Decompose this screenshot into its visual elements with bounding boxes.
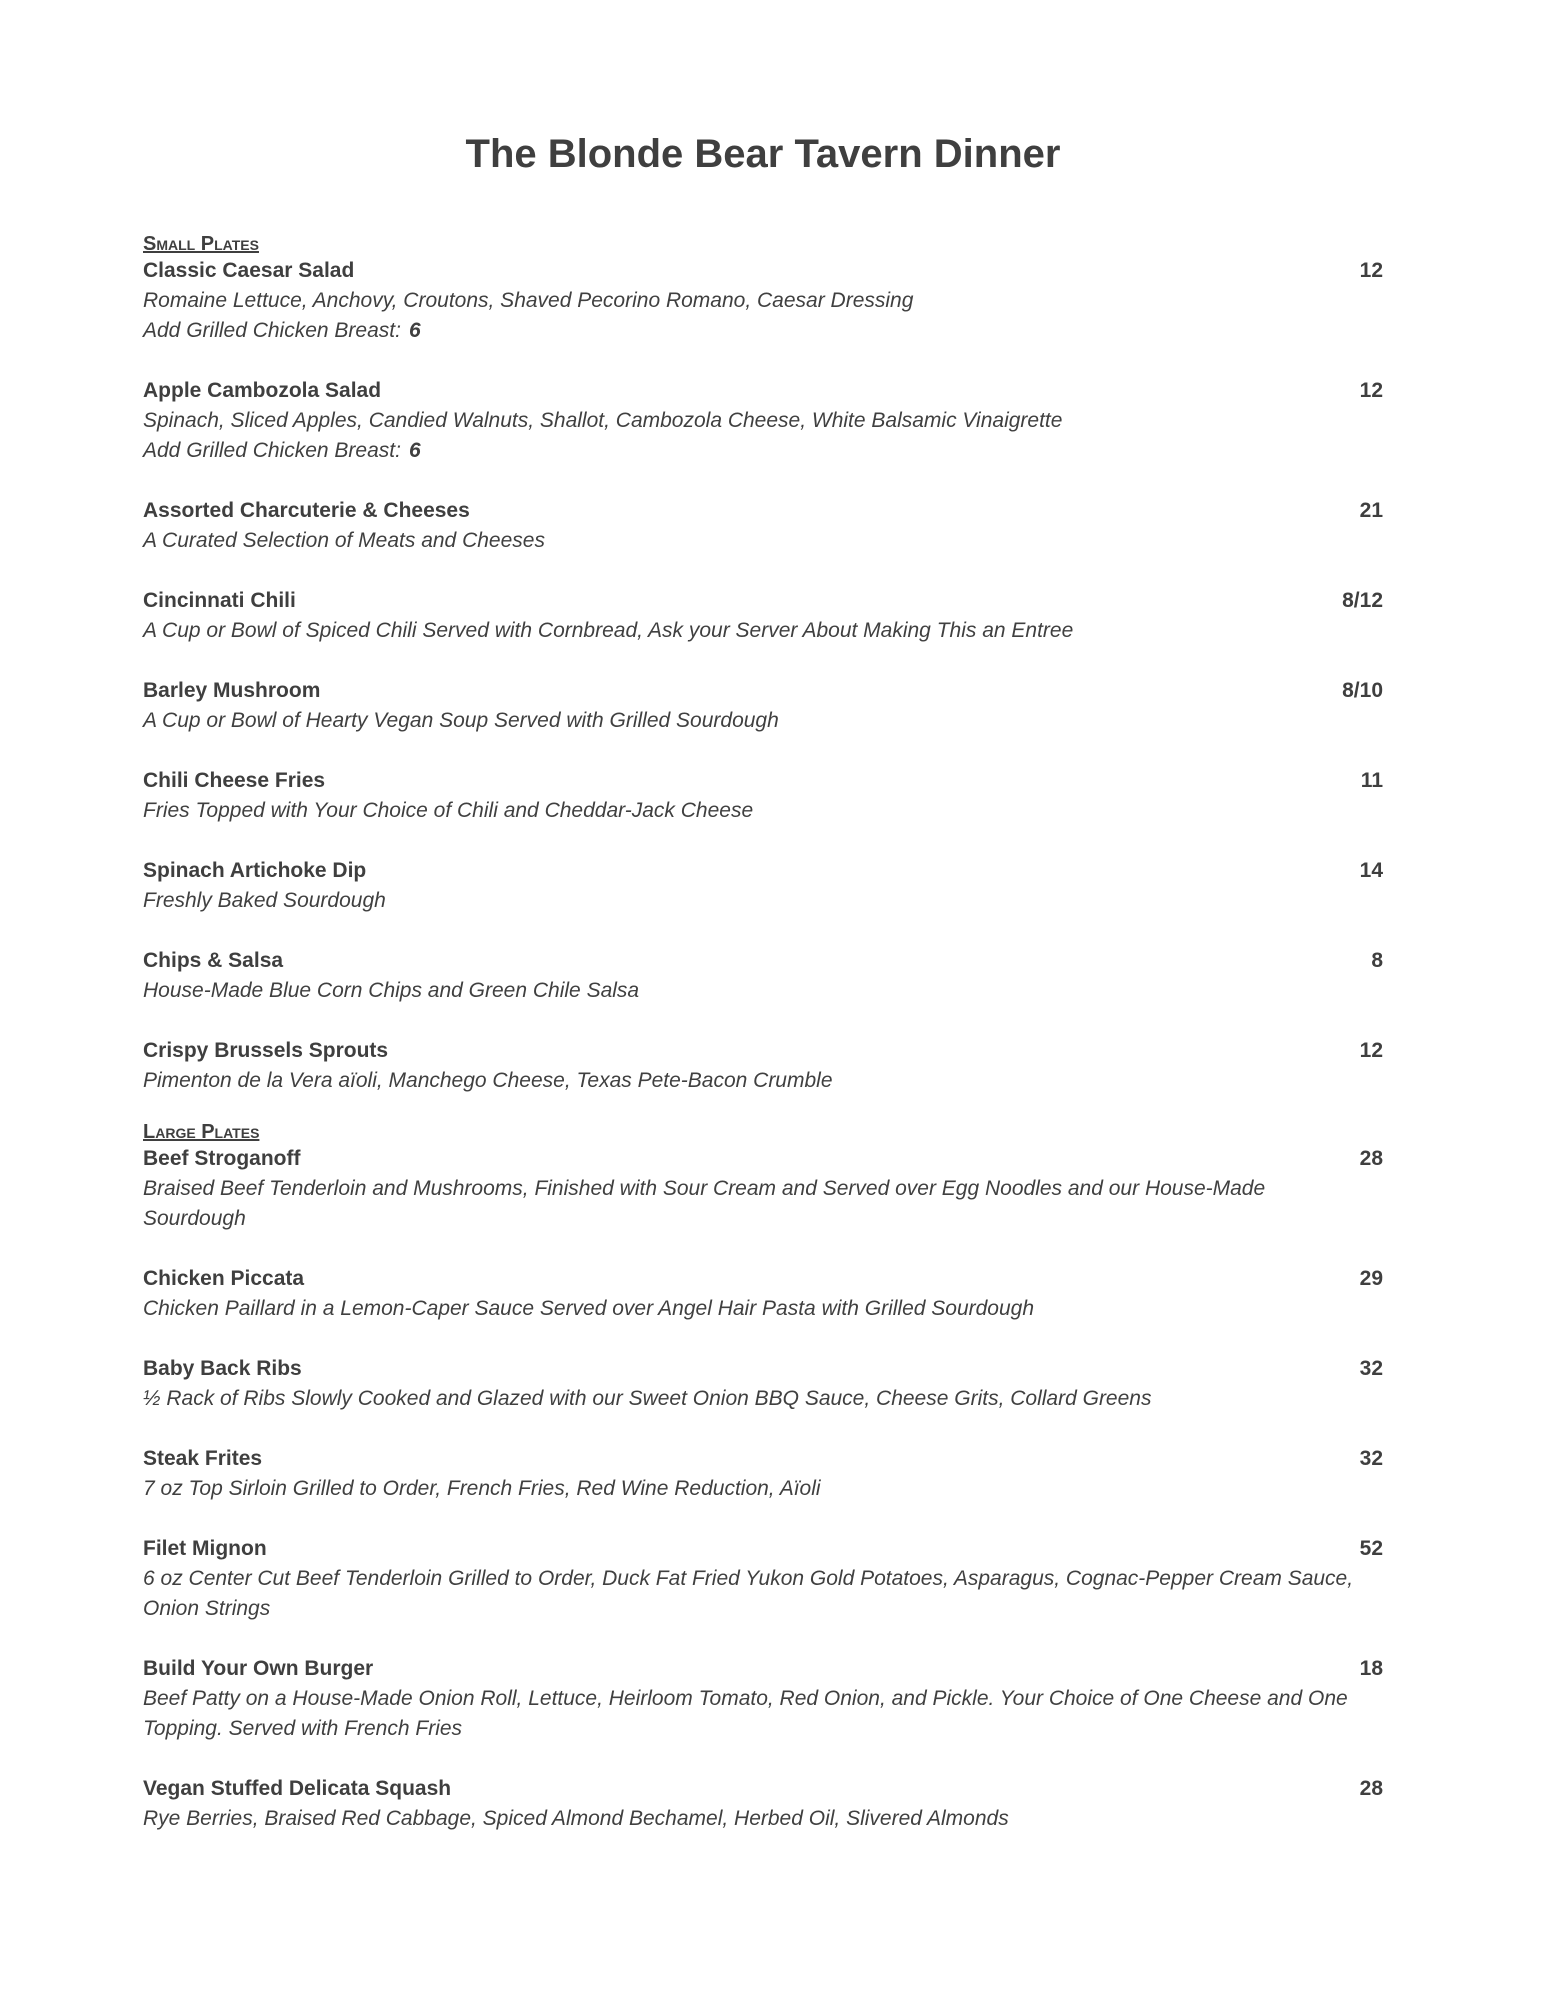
section-large-plates	[143, 1120, 1383, 1834]
item-name: Crispy Brussels Sprouts	[143, 1039, 389, 1062]
item-name: Chili Cheese Fries	[143, 769, 326, 792]
item-description: Braised Beef Tenderloin and Mushrooms, Finished with Sour Cream and Served over Egg Noodles and our House-Made Sourdough	[143, 1177, 1266, 1230]
item-price: 12	[1359, 379, 1383, 402]
item-name: Baby Back Ribs	[143, 1357, 302, 1380]
item-description: 7 oz Top Sirloin Grilled to Order, French Fries, Red Wine Reduction, Aïoli	[143, 1477, 821, 1500]
menu-item-spinach-artichoke-dip	[143, 856, 1383, 916]
item-description: A Cup or Bowl of Spiced Chili Served with Cornbread, Ask your Server About Making This an Entree	[143, 619, 1074, 642]
addon-label: Add Grilled Chicken Breast:	[143, 439, 401, 462]
item-description: Spinach, Sliced Apples, Candied Walnuts, Shallot, Cambozola Cheese, White Balsamic Vinaigrette	[143, 409, 1063, 432]
item-name: Spinach Artichoke Dip	[143, 859, 367, 882]
item-description: Beef Patty on a House-Made Onion Roll, Lettuce, Heirloom Tomato, Red Onion, and Pickle. Your Choice of One Cheese and One Topping. Served with French Fries	[143, 1687, 1348, 1740]
item-name: Classic Caesar Salad	[143, 259, 355, 282]
menu-item-chips-salsa	[143, 946, 1383, 1006]
menu-item-apple-cambozola-salad	[143, 376, 1383, 466]
item-name: Chicken Piccata	[143, 1267, 305, 1290]
item-description: Pimenton de la Vera aïoli, Manchego Cheese, Texas Pete-Bacon Crumble	[143, 1069, 833, 1092]
item-description: ½ Rack of Ribs Slowly Cooked and Glazed with our Sweet Onion BBQ Sauce, Cheese Grits, Collard Greens	[143, 1387, 1152, 1410]
menu-item-cincinnati-chili	[143, 586, 1383, 646]
item-price: 8	[1371, 949, 1383, 972]
menu-item-charcuterie	[143, 496, 1383, 556]
menu-item-build-your-own-burger	[143, 1654, 1383, 1744]
addon-label: Add Grilled Chicken Breast:	[143, 319, 401, 342]
item-price: 12	[1359, 259, 1383, 282]
item-name: Cincinnati Chili	[143, 589, 296, 612]
item-name: Apple Cambozola Salad	[143, 379, 382, 402]
section-heading: Large Plates	[143, 1121, 260, 1143]
menu-item-vegan-delicata-squash	[143, 1774, 1383, 1834]
item-price: 28	[1359, 1777, 1383, 1800]
item-price: 8/12	[1342, 589, 1383, 612]
item-name: Assorted Charcuterie & Cheeses	[143, 499, 470, 522]
item-description: Fries Topped with Your Choice of Chili and Cheddar-Jack Cheese	[143, 799, 754, 822]
item-price: 28	[1359, 1147, 1383, 1170]
item-name: Barley Mushroom	[143, 679, 321, 702]
item-name: Beef Stroganoff	[143, 1147, 301, 1170]
item-price: 11	[1360, 769, 1383, 792]
item-description: A Cup or Bowl of Hearty Vegan Soup Served with Grilled Sourdough	[143, 709, 779, 732]
item-price: 32	[1359, 1357, 1383, 1380]
item-price: 12	[1359, 1039, 1383, 1062]
item-addon	[143, 316, 1383, 346]
item-description: House-Made Blue Corn Chips and Green Chile Salsa	[143, 979, 640, 1002]
menu-item-beef-stroganoff	[143, 1144, 1383, 1234]
menu-item-chicken-piccata	[143, 1264, 1383, 1324]
menu-item-steak-frites	[143, 1444, 1383, 1504]
addon-price: 6	[408, 439, 421, 462]
menu-page	[143, 128, 1383, 1834]
section-heading: Small Plates	[143, 233, 259, 255]
item-price: 8/10	[1342, 679, 1383, 702]
item-price: 32	[1359, 1447, 1383, 1470]
item-price: 29	[1359, 1267, 1383, 1290]
item-name: Vegan Stuffed Delicata Squash	[143, 1777, 452, 1800]
item-price: 21	[1359, 499, 1383, 522]
item-description: Chicken Paillard in a Lemon-Caper Sauce Served over Angel Hair Pasta with Grilled Sourdough	[143, 1297, 1035, 1320]
item-price: 14	[1359, 859, 1383, 882]
item-description: Romaine Lettuce, Anchovy, Croutons, Shaved Pecorino Romano, Caesar Dressing	[143, 289, 914, 312]
item-name: Steak Frites	[143, 1447, 263, 1470]
menu-item-crispy-brussels-sprouts	[143, 1036, 1383, 1096]
item-description: 6 oz Center Cut Beef Tenderloin Grilled to Order, Duck Fat Fried Yukon Gold Potatoes, Asparagus, Cognac-Pepper Cream Sauce, Onion Strings	[143, 1567, 1354, 1620]
section-small-plates	[143, 232, 1383, 1096]
item-description: Freshly Baked Sourdough	[143, 889, 386, 912]
item-addon	[143, 436, 1383, 466]
item-description: A Curated Selection of Meats and Cheeses	[143, 529, 545, 552]
menu-item-classic-caesar-salad	[143, 256, 1383, 346]
item-price: 52	[1359, 1537, 1383, 1560]
menu-title: The Blonde Bear Tavern Dinner	[465, 132, 1061, 176]
item-description: Rye Berries, Braised Red Cabbage, Spiced Almond Bechamel, Herbed Oil, Slivered Almonds	[143, 1807, 1009, 1830]
item-name: Filet Mignon	[143, 1537, 267, 1560]
addon-price: 6	[408, 319, 421, 342]
item-name: Build Your Own Burger	[143, 1657, 374, 1680]
menu-item-chili-cheese-fries	[143, 766, 1383, 826]
item-price: 18	[1359, 1657, 1383, 1680]
menu-item-barley-mushroom	[143, 676, 1383, 736]
menu-item-baby-back-ribs	[143, 1354, 1383, 1414]
item-name: Chips & Salsa	[143, 949, 284, 972]
menu-item-filet-mignon	[143, 1534, 1383, 1624]
